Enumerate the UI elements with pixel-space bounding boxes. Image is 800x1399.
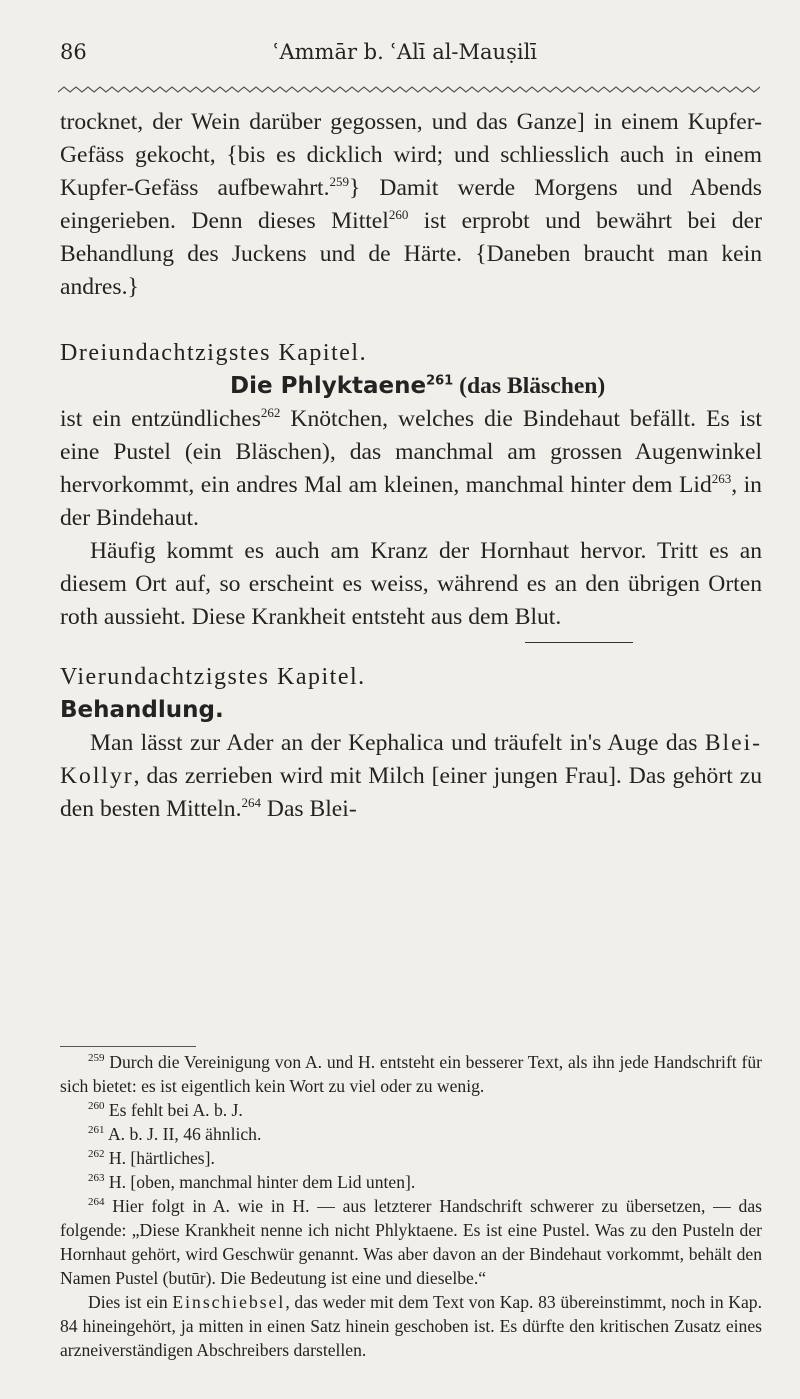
chapter-title-83: Die Phlyktaene$^{261}$ (das Bläschen) [230, 373, 606, 399]
footnote-rule [60, 1046, 196, 1047]
page-header [60, 40, 750, 72]
footnote: $^{262}$ H. [härtliches]. [88, 1148, 215, 1168]
footnote-ref[interactable]: 260 [388, 207, 409, 223]
footnote: $^{261}$ A. b. J. II, 46 ähnlich. [88, 1124, 262, 1144]
footnote-ref[interactable]: 259 [329, 174, 350, 190]
running-title: ʿAmmār b. ʿAlī al-Mauṣilī [273, 40, 537, 64]
footnotes [60, 1050, 762, 1362]
paragraph: Häufig kommt es auch am Kranz der Hornhaut hervor. Tritt es an diesem Ort auf, so erscheint es weiss, während es an den übrigen Orten roth aussieht. Diese Krankheit entsteht aus dem Blut. [60, 538, 762, 630]
footnote-ref[interactable]: 261 [426, 373, 454, 389]
footnote-ref[interactable]: 263 [711, 471, 732, 487]
decorative-wavy-rule [58, 84, 760, 100]
paragraph-continuation: trocknet, der Wein darüber gegossen, und das Ganze] in einem Kupfer-Gefäss gekocht, {bis es dicklich wird; und schliesslich auch in einem Kupfer-Gefäss aufbewahrt.$^{259}$} Damit werde Morgens und Abends eingerieben. Denn dieses Mittel$^{260}$ ist erprobt und bewährt bei der Behandlung des Juckens und de Härte. {Daneben braucht man kein andres.} [60, 109, 762, 300]
footnote-ref[interactable]: 264 [241, 795, 262, 811]
footnote: $^{263}$ H. [oben, manchmal hinter dem Lid unten]. [88, 1172, 416, 1192]
main-text [60, 106, 762, 826]
chapter-title-84: Behandlung. [60, 697, 224, 723]
footnote: $^{260}$ Es fehlt bei A. b. J. [88, 1100, 243, 1120]
paragraph: ist ein entzündliches$^{262}$ Knötchen, welches die Bindehaut befällt. Es ist eine Pustel (ein Bläschen), das manchmal am grossen Augenwinkel hervorkommt, ein andres Mal am kleinen, manchmal hinter dem Lid$^{263}$, in der Bindehaut. [60, 405, 762, 531]
footnote: $^{264}$ Hier folgt in A. wie in H. — aus letzterer Handschrift schwerer zu übersetzen, — das folgende: „Diese Krankheit nenne ich nicht Phlyktaene. Es ist eine Pustel. Was zu den Pusteln der Hornhaut gehört, wird Geschwür genannt. Was aber davon an der Bindehaut vorkommt, behält den Namen Pustel (butūr). Die Bedeutung ist eine und dieselbe.“ [60, 1196, 762, 1288]
chapter-heading-83: Dreiundachtzigstes Kapitel. [60, 340, 368, 366]
footnote-ref[interactable]: 262 [260, 405, 281, 421]
footnote: $^{259}$ Durch die Vereinigung von A. und H. entsteht ein besserer Text, als ihn jede Handschrift für sich bietet: es ist eigentlich kein Wort zu viel oder zu wenig. [60, 1052, 762, 1096]
page-number: 86 [60, 40, 87, 64]
section-divider [525, 642, 633, 643]
paragraph: Man lässt zur Ader an der Kephalica und träufelt in's Auge das Blei-Kollyr, das zerrieben wird mit Milch [einer jungen Frau]. Das gehört zu den besten Mitteln.$^{264}$ Das Blei- [60, 730, 762, 822]
chapter-heading-84: Vierundachtzigstes Kapitel. [60, 664, 366, 690]
footnote-continuation: Dies ist ein Einschiebsel, das weder mit dem Text von Kap. 83 übereinstimmt, noch in Kap. 84 hineingehört, ja mitten in einen Satz hinein geschoben ist. Es dürfte den kritischen Zusatz eines arzneiverständigen Abschreibers darstellen. [60, 1292, 762, 1360]
